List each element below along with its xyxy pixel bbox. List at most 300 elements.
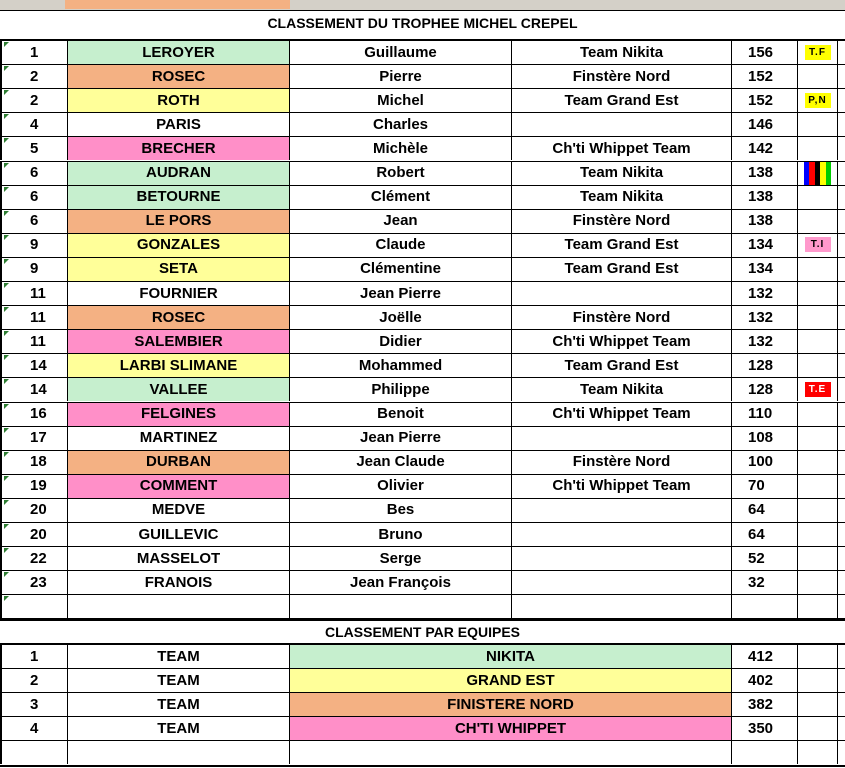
first-name-cell[interactable] [290,64,512,88]
team-cell[interactable] [512,474,732,498]
last-name-cell-text: AUDRAN [146,164,211,182]
last-name-cell[interactable] [68,185,290,209]
points-cell-text: 134 [748,260,774,278]
last-name-cell[interactable] [68,88,290,112]
first-name-cell[interactable] [290,546,512,570]
badge-cell[interactable] [798,136,838,160]
first-name-cell[interactable] [290,161,512,185]
rank-cell[interactable] [2,88,68,112]
cell-comment-marker [4,114,9,119]
points-cell-text: 70 [748,477,765,495]
team-cell[interactable] [512,40,732,64]
team-cell[interactable] [512,233,732,257]
points-cell[interactable] [732,522,798,546]
last-name-cell[interactable] [68,402,290,426]
badge-cell[interactable] [798,450,838,474]
cell-comment-marker [4,572,9,577]
rank-cell-text: 11 [30,284,46,302]
badge-cell[interactable] [798,161,838,185]
badge-cell[interactable] [798,281,838,305]
team-extra-cell[interactable] [798,692,838,716]
points-cell-text: 138 [748,188,774,206]
last-name-cell[interactable] [68,281,290,305]
rank-cell[interactable] [2,136,68,160]
team-label-cell[interactable] [68,692,290,716]
team-cell[interactable] [512,353,732,377]
first-name-cell[interactable] [290,209,512,233]
rank-cell[interactable] [2,522,68,546]
grid-line [0,305,845,306]
team-cell-text: Ch'ti Whippet Team [552,477,691,495]
cell-comment-marker [4,476,9,481]
team-label-cell[interactable] [68,644,290,668]
rank-cell[interactable] [2,233,68,257]
team-extra-cell[interactable] [798,668,838,692]
last-name-cell-text: SETA [159,260,198,278]
rank-cell[interactable] [2,546,68,570]
badge-cell[interactable] [798,594,838,618]
points-cell-text: 128 [748,356,774,374]
badge-cell[interactable] [798,233,838,257]
points-cell[interactable] [732,594,798,618]
points-cell[interactable] [732,233,798,257]
team-cell-text: Ch'ti Whippet Team [552,139,691,157]
team-label-cell[interactable] [68,740,290,764]
last-name-cell[interactable] [68,546,290,570]
last-name-cell[interactable] [68,450,290,474]
rank-cell-text: 16 [30,405,47,423]
table-row[interactable] [0,498,845,522]
rank-cell[interactable] [2,353,68,377]
points-cell[interactable] [732,112,798,136]
table-row[interactable] [0,329,845,353]
table-row[interactable] [0,546,845,570]
team-name-cell-text: NIKITA [486,647,535,665]
points-cell[interactable] [732,281,798,305]
points-cell[interactable] [732,40,798,64]
team-extra-cell[interactable] [798,716,838,740]
points-cell[interactable] [732,377,798,401]
team-name-cell[interactable] [290,668,732,692]
team-cell[interactable] [512,112,732,136]
rank-cell[interactable] [2,498,68,522]
team-cell[interactable] [512,257,732,281]
table-row[interactable] [0,522,845,546]
team-cell-text: Team Grand Est [564,91,679,109]
first-name-cell[interactable] [290,450,512,474]
badge-cell[interactable] [798,402,838,426]
team-rank-cell[interactable] [2,644,68,668]
grid-line [0,88,845,89]
points-cell[interactable] [732,136,798,160]
rank-cell-text: 17 [30,429,47,447]
first-name-cell[interactable] [290,88,512,112]
grid-line [0,377,845,378]
table-row[interactable] [0,161,845,185]
rank-cell-text: 6 [30,212,39,230]
first-name-cell[interactable] [290,329,512,353]
badge-cell[interactable] [798,257,838,281]
cell-comment-marker [4,283,9,288]
first-name-cell[interactable] [290,112,512,136]
points-cell[interactable] [732,185,798,209]
last-name-cell[interactable] [68,112,290,136]
rank-cell[interactable] [2,402,68,426]
last-name-cell-text: DURBAN [146,453,211,471]
team-extra-cell[interactable] [798,740,838,764]
first-name-cell[interactable] [290,185,512,209]
first-name-cell-text: Bes [386,501,415,519]
rank-cell-text: 6 [30,188,39,206]
team-cell[interactable] [512,88,732,112]
award-badge: T.I [805,237,831,252]
team-label-cell-text: TEAM [157,671,200,689]
table-row[interactable] [0,353,845,377]
team-cell[interactable] [512,185,732,209]
badge-cell[interactable] [798,498,838,522]
first-name-cell[interactable] [290,353,512,377]
team-row[interactable] [0,716,845,740]
badge-cell[interactable] [798,570,838,594]
team-cell[interactable] [512,64,732,88]
badge-cell[interactable] [798,112,838,136]
team-points-cell[interactable] [732,692,798,716]
team-label-cell-text: TEAM [157,695,200,713]
grid-line [0,161,845,162]
last-name-cell[interactable] [68,426,290,450]
grid-line [0,474,845,475]
table-row[interactable] [0,40,845,64]
cell-comment-marker [4,500,9,505]
badge-cell[interactable] [798,522,838,546]
table-row[interactable] [0,185,845,209]
badge-cell[interactable] [798,474,838,498]
rank-cell[interactable] [2,185,68,209]
grid-line [0,281,845,282]
team-points-cell[interactable] [732,716,798,740]
first-name-cell[interactable] [290,570,512,594]
last-name-cell[interactable] [68,209,290,233]
badge-cell[interactable] [798,329,838,353]
rank-cell-text: 20 [30,501,47,519]
points-cell-text: 32 [748,573,765,591]
last-name-cell-text: ROSEC [151,67,206,85]
rank-cell[interactable] [2,450,68,474]
grid-line [0,185,845,186]
team-rank-cell-text: 3 [30,695,39,713]
grid-line [0,426,845,427]
points-cell[interactable] [732,546,798,570]
rank-cell[interactable] [2,209,68,233]
badge-cell[interactable] [798,40,838,64]
last-name-cell[interactable] [68,233,290,257]
table-row[interactable] [0,233,845,257]
points-cell[interactable] [732,329,798,353]
first-name-cell-text: Jean [383,212,418,230]
grid-line [0,643,845,645]
last-name-cell-text: LE PORS [145,212,212,230]
last-name-cell[interactable] [68,64,290,88]
table-row[interactable] [0,377,845,401]
table-row[interactable] [0,281,845,305]
team-cell[interactable] [512,498,732,522]
grid-line [0,64,845,65]
grid-line [0,522,845,523]
first-name-cell[interactable] [290,233,512,257]
points-cell[interactable] [732,426,798,450]
team-points-cell[interactable] [732,644,798,668]
rank-cell-text: 5 [30,139,39,157]
team-points-cell-text: 350 [748,719,774,737]
grid-line [0,450,845,451]
rank-cell[interactable] [2,377,68,401]
rank-cell[interactable] [2,594,68,618]
rank-cell[interactable] [2,474,68,498]
last-name-cell-text: GONZALES [136,236,221,254]
first-name-cell[interactable] [290,402,512,426]
badge-cell[interactable] [798,209,838,233]
first-name-cell[interactable] [290,377,512,401]
team-row[interactable] [0,644,845,668]
badge-cell[interactable] [798,377,838,401]
team-points-cell-text: 412 [748,647,774,665]
team-cell[interactable] [512,209,732,233]
points-cell[interactable] [732,570,798,594]
cell-comment-marker [4,42,9,47]
team-label-cell-text: TEAM [157,719,200,737]
empty-row[interactable] [0,740,845,764]
team-cell[interactable] [512,570,732,594]
table-row[interactable] [0,426,845,450]
first-name-cell-text: Jean Pierre [360,429,441,447]
grid-line [0,112,845,113]
last-name-cell[interactable] [68,594,290,618]
last-name-cell[interactable] [68,570,290,594]
first-name-cell-text: Didier [379,332,422,350]
points-cell-text: 110 [748,405,773,423]
points-cell[interactable] [732,209,798,233]
points-cell-text: 52 [748,549,765,567]
first-name-cell[interactable] [290,426,512,450]
first-name-cell[interactable] [290,257,512,281]
points-cell-text: 108 [748,429,774,447]
table-row[interactable] [0,402,845,426]
rank-cell-text: 11 [30,308,46,326]
points-cell[interactable] [732,474,798,498]
team-rank-cell[interactable] [2,668,68,692]
team-name-cell[interactable] [290,716,732,740]
team-rank-cell-text: 2 [30,671,39,689]
first-name-cell-text: Jean Claude [356,453,445,471]
team-cell[interactable] [512,426,732,450]
points-cell[interactable] [732,161,798,185]
team-extra-cell[interactable] [798,644,838,668]
empty-row[interactable] [0,594,845,618]
last-name-cell[interactable] [68,161,290,185]
rank-cell-text: 4 [30,115,39,133]
grid-line [0,668,845,669]
team-label-cell[interactable] [68,668,290,692]
team-name-cell[interactable] [290,692,732,716]
points-cell-text: 142 [748,139,774,157]
rank-cell[interactable] [2,112,68,136]
team-rank-cell[interactable] [2,692,68,716]
team-row[interactable] [0,692,845,716]
first-name-cell-text: Joëlle [379,308,422,326]
last-name-cell[interactable] [68,522,290,546]
first-name-cell[interactable] [290,498,512,522]
rank-cell-text: 14 [30,380,47,398]
rank-cell[interactable] [2,281,68,305]
badge-cell[interactable] [798,305,838,329]
last-name-cell-text: VALLEE [149,380,208,398]
first-name-cell-text: Charles [372,115,429,133]
points-cell[interactable] [732,450,798,474]
team-label-cell[interactable] [68,716,290,740]
cell-comment-marker [4,452,9,457]
table-row[interactable] [0,136,845,160]
rank-cell[interactable] [2,257,68,281]
rank-cell[interactable] [2,161,68,185]
cell-comment-marker [4,428,9,433]
badge-cell[interactable] [798,185,838,209]
points-cell[interactable] [732,64,798,88]
team-cell[interactable] [512,377,732,401]
points-cell[interactable] [732,305,798,329]
award-badge: T.F [805,45,831,60]
grid-line [0,39,845,41]
first-name-cell-text: Benoit [377,405,424,423]
table-row[interactable] [0,64,845,88]
last-name-cell[interactable] [68,136,290,160]
grid-line [0,692,845,693]
team-cell[interactable] [512,546,732,570]
team-cell[interactable] [512,522,732,546]
rank-cell[interactable] [2,426,68,450]
grid-line [0,257,845,258]
table-row[interactable] [0,209,845,233]
last-name-cell[interactable] [68,257,290,281]
team-name-cell-text: FINISTERE NORD [447,695,574,713]
points-cell-text: 134 [748,236,774,254]
jersey-stripe [826,161,832,185]
team-cell[interactable] [512,450,732,474]
badge-cell[interactable] [798,64,838,88]
first-name-cell[interactable] [290,522,512,546]
team-rank-cell[interactable] [2,740,68,764]
team-cell-text: Team Nikita [579,188,664,206]
team-name-cell[interactable] [290,740,732,764]
badge-cell[interactable] [798,546,838,570]
cell-comment-marker [4,138,9,143]
badge-cell[interactable] [798,353,838,377]
team-row[interactable] [0,668,845,692]
table-row[interactable] [0,570,845,594]
last-name-cell[interactable] [68,498,290,522]
team-points-cell-text: 402 [748,671,774,689]
points-cell[interactable] [732,498,798,522]
rank-cell-text: 11 [30,332,46,350]
badge-cell[interactable] [798,426,838,450]
rank-cell-text: 19 [30,477,47,495]
first-name-cell-text: Guillaume [364,43,437,61]
team-cell-text: Team Nikita [579,164,664,182]
grid-line [0,619,845,621]
rank-cell[interactable] [2,570,68,594]
rank-cell[interactable] [2,64,68,88]
team-points-cell[interactable] [732,668,798,692]
first-name-cell[interactable] [290,40,512,64]
team-cell[interactable] [512,329,732,353]
rank-cell[interactable] [2,329,68,353]
grid-line [0,498,845,499]
last-name-cell-text: FOURNIER [139,284,218,302]
last-name-cell[interactable] [68,329,290,353]
table-row[interactable] [0,112,845,136]
team-cell[interactable] [512,305,732,329]
badge-cell[interactable] [798,88,838,112]
team-name-cell[interactable] [290,644,732,668]
first-name-cell[interactable] [290,305,512,329]
rank-cell[interactable] [2,305,68,329]
team-cell[interactable] [512,402,732,426]
points-cell[interactable] [732,257,798,281]
team-cell-text: Finstère Nord [572,67,671,85]
team-points-cell[interactable] [732,740,798,764]
team-rank-cell[interactable] [2,716,68,740]
cell-comment-marker [4,379,9,384]
last-name-cell[interactable] [68,377,290,401]
team-cell[interactable] [512,594,732,618]
cell-comment-marker [4,211,9,216]
points-cell[interactable] [732,402,798,426]
cell-comment-marker [4,307,9,312]
table-row[interactable] [0,450,845,474]
table-row[interactable] [0,257,845,281]
team-cell-text: Team Grand Est [564,356,679,374]
first-name-cell[interactable] [290,281,512,305]
points-cell-text: 100 [748,453,774,471]
last-name-cell-text: BRECHER [141,139,216,157]
first-name-cell-text: Clément [370,188,431,206]
last-name-cell[interactable] [68,474,290,498]
team-cell-text: Team Grand Est [564,260,679,278]
cell-comment-marker [4,548,9,553]
team-cell[interactable] [512,281,732,305]
first-name-cell[interactable] [290,474,512,498]
last-name-cell-text: GUILLEVIC [138,525,219,543]
first-name-cell-text: Michel [377,91,424,109]
points-cell[interactable] [732,353,798,377]
rank-cell[interactable] [2,40,68,64]
grid-line [0,233,845,234]
last-name-cell[interactable] [68,353,290,377]
table-row[interactable] [0,88,845,112]
table-row[interactable] [0,474,845,498]
points-cell[interactable] [732,88,798,112]
last-name-cell-text: ROTH [157,91,200,109]
last-name-cell[interactable] [68,40,290,64]
table-row[interactable] [0,305,845,329]
last-name-cell[interactable] [68,305,290,329]
team-cell[interactable] [512,161,732,185]
team-cell[interactable] [512,136,732,160]
grid-line [0,329,845,330]
team-rank-cell-text: 4 [30,719,39,737]
first-name-cell[interactable] [290,136,512,160]
grid-line [0,716,845,717]
first-name-cell[interactable] [290,594,512,618]
